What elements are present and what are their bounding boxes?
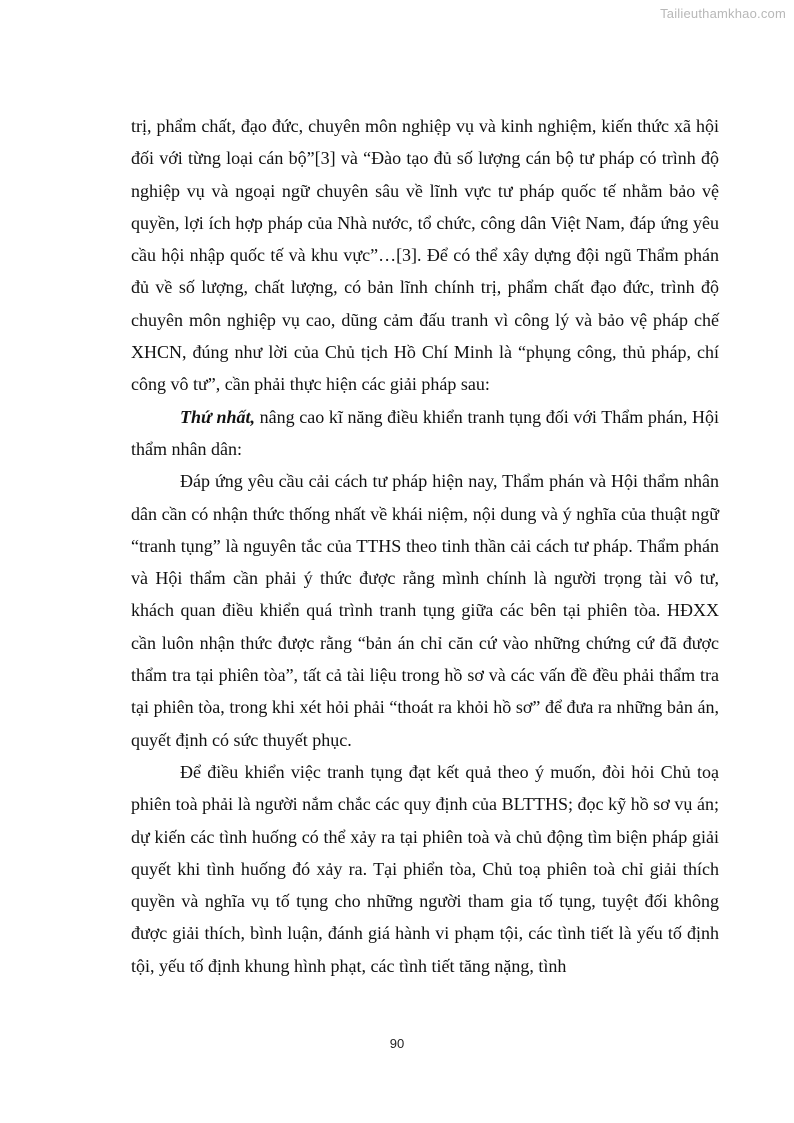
paragraph-presiding-judge: Để điều khiển việc tranh tụng đạt kết quả theo ý muốn, đòi hỏi Chủ toạ phiên toà phải là người nắm chắc các quy định của BLTTHS; đọc kỹ hồ sơ vụ án; dự kiến các tình huống có thể xảy ra tại phiên toà và chủ động tìm biện pháp giải quyết khi tình huống đó xảy ra. Tại phiển tòa, Chủ toạ phiên toà chỉ giải thích quyền và nghĩa vụ tố tụng cho những người tham gia tố tụng, tuyệt đối không được giải thích, bình luận, đánh giá hành vi phạm tội, các tình tiết là yếu tố định tội, yếu tố định khung hình phạt, các tình tiết tăng nặng, tình	[131, 761, 719, 976]
paragraph-first-solution	[131, 401, 719, 466]
paragraph-reform-requirement: Đáp ứng yêu cầu cải cách tư pháp hiện nay, Thẩm phán và Hội thẩm nhân dân cần có nhận thức thống nhất về khái niệm, nội dung và ý nghĩa của thuật ngữ “tranh tụng” là nguyên tắc của TTHS theo tinh thần cải cách tư pháp. Thẩm phán và Hội thẩm cần phải ý thức được rằng mình chính là người trọng tài vô tư, khách quan điều khiển quá trình tranh tụng giữa các bên tại phiên tòa. HĐXX cần luôn nhận thức được rằng “bản án chỉ căn cứ vào những chứng cứ đã được thẩm tra tại phiên tòa”, tất cả tài liệu trong hồ sơ và các vấn đề đều phải thẩm tra tại phiên tòa, trong khi xét hỏi phải “thoát ra khỏi hồ sơ” để đưa ra những bản án, quyết định có sức thuyết phục.	[131, 471, 719, 750]
paragraph-continuation: trị, phẩm chất, đạo đức, chuyên môn nghiệp vụ và kinh nghiệm, kiến thức xã hội đối với từng loại cán bộ”[3] và “Đào tạo đủ số lượng cán bộ tư pháp có trình độ nghiệp vụ và ngoại ngữ chuyên sâu về lĩnh vực tư pháp quốc tế nhằm bảo vệ quyền, lợi ích hợp pháp của Nhà nước, tổ chức, công dân Việt Nam, đáp ứng yêu cầu hội nhập quốc tế và khu vực”…[3]. Để có thể xây dựng đội ngũ Thẩm phán đủ về số lượng, chất lượng, có bản lĩnh chính trị, phẩm chất đạo đức, trình độ chuyên môn nghiệp vụ cao, dũng cảm đấu tranh vì công lý và bảo vệ pháp chế XHCN, đúng như lời của Chủ tịch Hồ Chí Minh là “phụng công, thủ pháp, chí công vô tư”, cần phải thực hiện các giải pháp sau:	[131, 116, 719, 395]
page-number: 90	[389, 1036, 405, 1051]
first-solution-lead: Thứ nhất,	[180, 406, 255, 427]
first-solution-text: nâng cao kĩ năng điều khiển tranh tụng đối với Thẩm phán, Hội thẩm nhân dân:	[131, 406, 720, 459]
document-body	[131, 110, 719, 982]
watermark: Tailieuthamkhao.com	[660, 6, 786, 21]
